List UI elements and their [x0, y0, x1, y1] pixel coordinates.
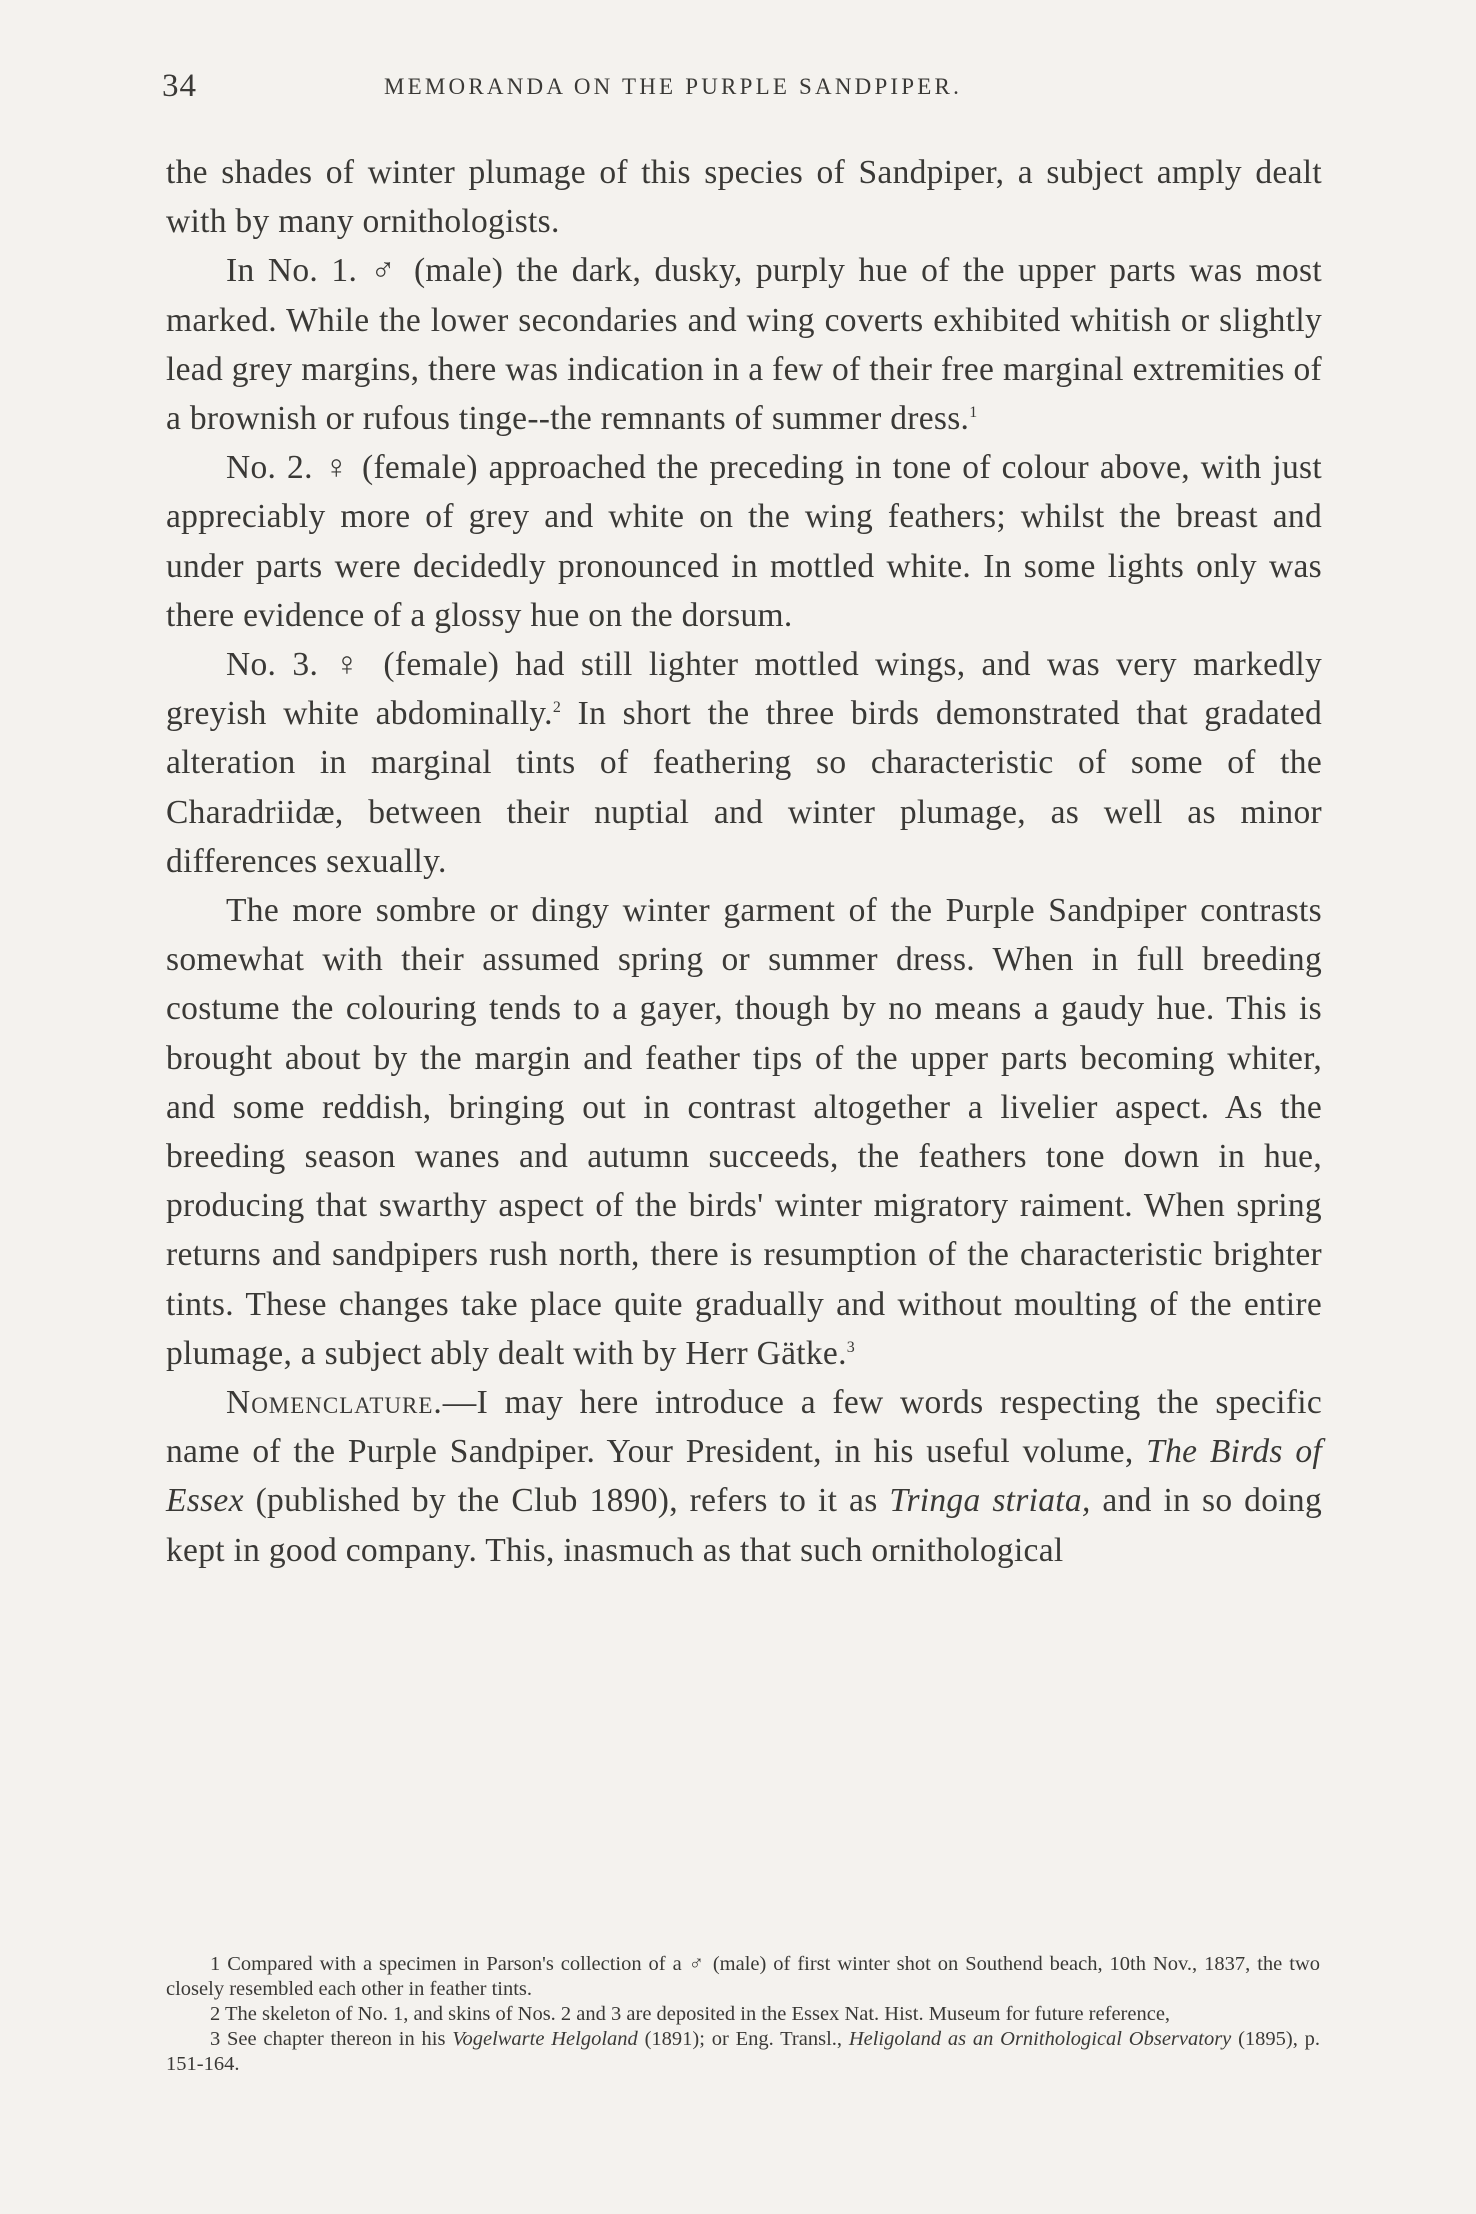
footnote-ref-3: 3 — [846, 1338, 856, 1356]
page-number: 34 — [162, 68, 197, 104]
body-text — [166, 148, 1322, 1575]
book-title: The Birds of Essex — [166, 1433, 1323, 1520]
section-heading: Nomenclature. — [226, 1384, 443, 1422]
footnote-book-title-2: Heligoland as an Ornithological Observatory — [848, 2028, 1232, 2050]
footnotes — [166, 1952, 1320, 2077]
footnote-2: 2 The skeleton of No. 1, and skins of Nos. 2 and 3 are deposited in the Essex Nat. Hist. Museum for future reference, — [210, 2003, 1171, 2025]
running-title: MEMORANDA ON THE PURPLE SANDPIPER. — [384, 74, 963, 99]
footnote-ref-2: 2 — [552, 699, 562, 717]
paragraph-6: Nomenclature.—I may here introduce a few words respecting the specific name of the Purple Sandpiper. Your President, in his useful volume, The Birds of Essex (published by the Club 1890), refers to it as Tringa striata, and in so doing kept in good company. This, inasmuch as that such ornithological — [166, 1384, 1323, 1569]
paragraph-1: the shades of winter plumage of this species of Sandpiper, a subject amply dealt with by many ornithologists. — [166, 154, 1322, 241]
paragraph-4: No. 3. ♀ (female) had still lighter mottled wings, and was very markedly greyish white abdominally.$^2$ In short the three birds demonstrated that gradated alteration in marginal tints of feathering so characteristic of some of the Charadriidæ, between their nuptial and winter plumage, as well as minor differences sexually. — [166, 646, 1322, 880]
species-name: Tringa striata, — [889, 1482, 1091, 1520]
paragraph-5: The more sombre or dingy winter garment of the Purple Sandpiper contrasts somewhat with their assumed spring or summer dress. When in full breeding costume the colouring tends to a gayer, though by no means a gaudy hue. This is brought about by the margin and feather tips of the upper parts becoming whiter, and some reddish, bringing out in contrast altogether a livelier aspect. As the breeding season wanes and autumn succeeds, the feathers tone down in hue, producing that swarthy aspect of the birds' winter migratory raiment. When spring returns and sandpipers rush north, there is resumption of the characteristic brighter tints. These changes take place quite gradually and without moulting of the entire plumage, a subject ably dealt with by Herr Gätke.$^3$ — [166, 892, 1322, 1372]
paragraph-2: In No. 1. ♂ (male) the dark, dusky, purply hue of the upper parts was most marked. While the lower secondaries and wing coverts exhibited whitish or slightly lead grey margins, there was indication in a few of their free marginal extremities of a brownish or rufous tinge--the remnants of summer dress.$^1$ — [166, 252, 1322, 438]
page-header — [162, 68, 1330, 118]
footnote-1: 1 Compared with a specimen in Parson's collection of a ♂ (male) of first winter shot on Southend beach, 10th Nov., 1837, the two closely resembled each other in feather tints. — [166, 1953, 1320, 2000]
footnote-3: 3 See chapter thereon in his Vogelwarte Helgoland (1891); or Eng. Transl., Heligoland as an Ornithological Observatory (1895), p. 151-164. — [166, 2028, 1321, 2075]
footnote-ref-1: 1 — [969, 403, 978, 421]
paragraph-3: No. 2. ♀ (female) approached the preceding in tone of colour above, with just appreciably more of grey and white on the wing feathers; whilst the breast and under parts were decidedly pronounced in mottled white. In some lights only was there evidence of a glossy hue on the dorsum. — [166, 449, 1322, 634]
footnote-book-title-1: Vogelwarte Helgoland — [452, 2028, 638, 2050]
